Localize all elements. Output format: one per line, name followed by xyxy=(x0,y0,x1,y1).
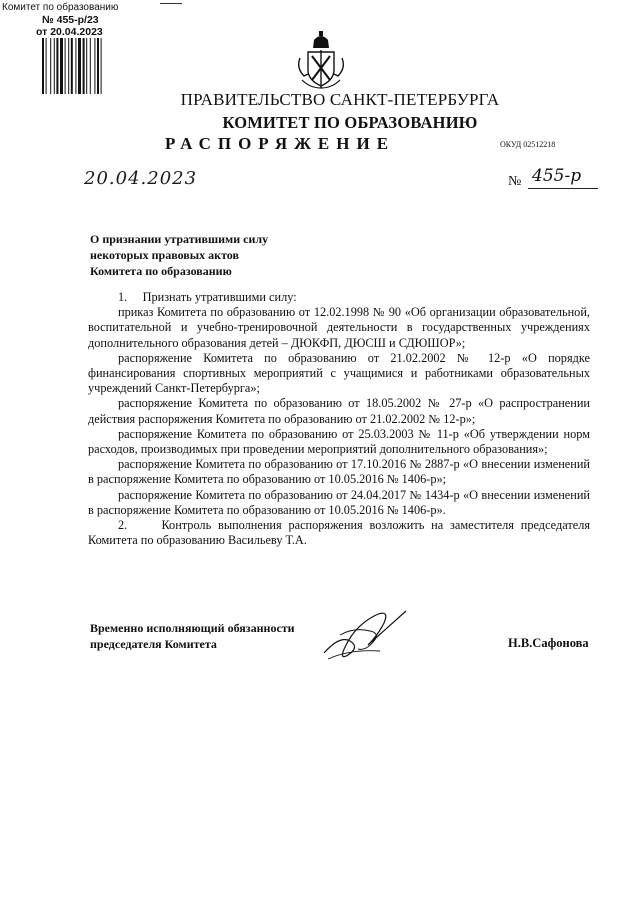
body-paragraph: распоряжение Комитета по образованию от 25.03.2003 № 11-р «Об утверждении норм расходов, производимых при проведении мероприятий дополнительного образования»; xyxy=(88,426,590,457)
body-paragraph: распоряжение Комитета по образованию от 21.02.2002 № 12-р «О порядке финансирования спортивных мероприятий с учащимися и работниками образовательных учреждений Санкт-Петербурга»; xyxy=(88,350,590,396)
document-subject xyxy=(90,231,268,279)
stamp-number: № 455-р/23 xyxy=(42,14,99,26)
document-number xyxy=(508,166,600,192)
signer-name: Н.В.Сафонова xyxy=(508,636,589,650)
subject-line: О признании утратившими силу xyxy=(90,232,269,246)
body-paragraph: 1. Признать утратившими силу: xyxy=(118,290,297,304)
handwritten-signature xyxy=(320,605,410,663)
corner-mark xyxy=(160,3,182,4)
body-paragraph: распоряжение Комитета по образованию от 24.04.2017 № 1434-р «О внесении изменений в распоряжение Комитета по образованию от 10.05.2016 № 1406-р». xyxy=(88,487,590,517)
body-paragraph: 2. Контроль выполнения распоряжения возложить на заместителя председателя Комитета по образованию Васильеву Т.А. xyxy=(88,518,590,548)
government-title: ПРАВИТЕЛЬСТВО САНКТ-ПЕТЕРБУРГА xyxy=(180,90,500,109)
handwritten-number: 455-р xyxy=(532,166,582,186)
subject-line: некоторых правовых актов xyxy=(90,248,239,262)
signer-position-line: Временно исполняющий обязанности xyxy=(90,621,295,635)
barcode-icon xyxy=(42,38,120,94)
document-type: РАСПОРЯЖЕНИЕ xyxy=(164,134,396,153)
document-body xyxy=(88,290,590,548)
okud-code: ОКУД 02512218 xyxy=(500,140,556,149)
subject-line: Комитета по образованию xyxy=(90,264,232,278)
body-paragraph: приказ Комитета по образованию от 12.02.1998 № 90 «Об организации образовательной, воспитательной и учебно-тренировочной деятельности в государственных учреждениях дополнительного образования детей – ДЮКФП, ДЮСШ и СДЮШОР»; xyxy=(88,305,590,350)
signer-position-line: председателя Комитета xyxy=(90,637,217,651)
handwritten-date: 20.04.2023 xyxy=(84,168,198,189)
number-underline xyxy=(528,188,598,189)
body-paragraph: распоряжение Комитета по образованию от 17.10.2016 № 2887-р «О внесении изменений в распоряжение Комитета по образованию от 10.05.2016 № 1406-р»; xyxy=(88,457,590,487)
committee-title: КОМИТЕТ ПО ОБРАЗОВАНИЮ xyxy=(222,113,478,132)
registration-stamp xyxy=(2,2,152,38)
signer-position xyxy=(90,620,295,652)
stamp-date: от 20.04.2023 xyxy=(36,26,103,38)
body-paragraph: распоряжение Комитета по образованию от 18.05.2002 № 27-р «О распространении действия распоряжения Комитета по образованию от 21.02.2002 № 12-р»; xyxy=(88,396,590,426)
stamp-organization: Комитет по образованию xyxy=(2,2,119,13)
number-sign: № xyxy=(508,174,522,189)
coat-of-arms-icon xyxy=(296,30,346,90)
